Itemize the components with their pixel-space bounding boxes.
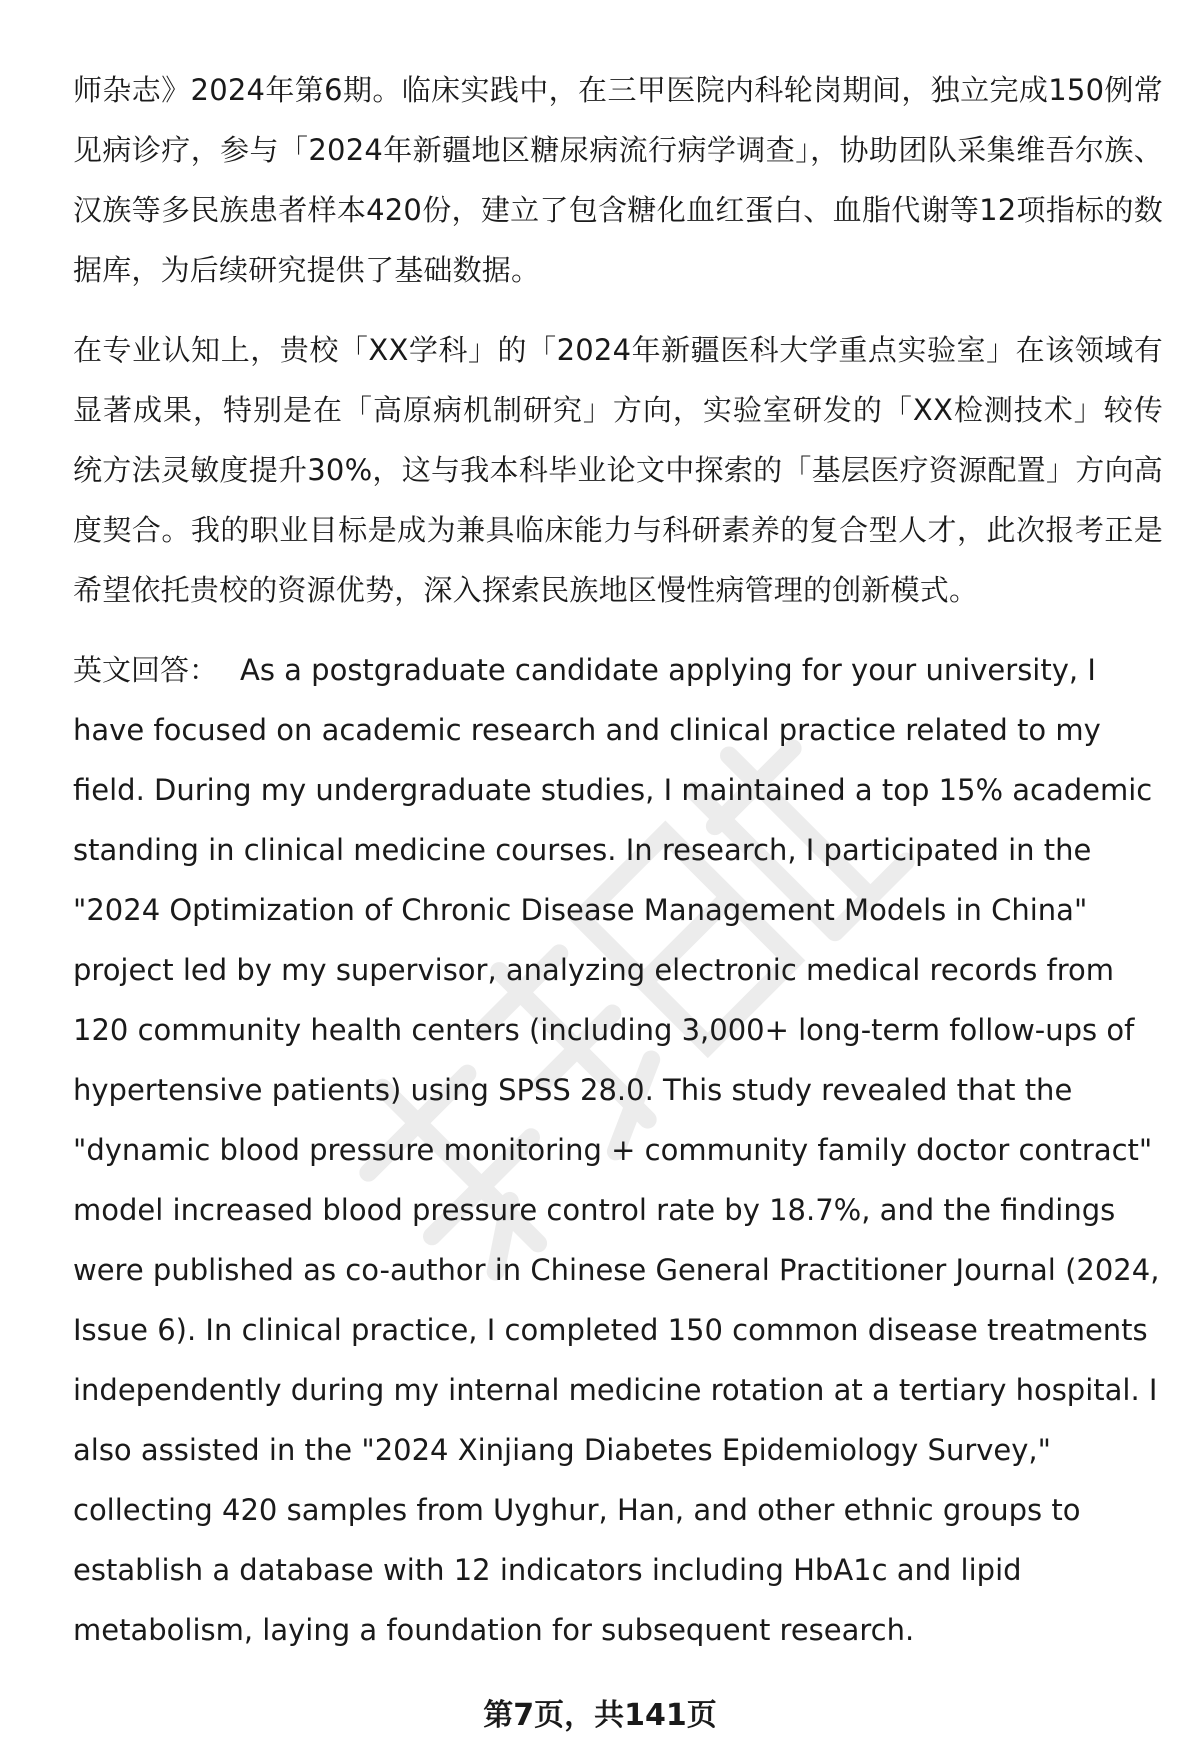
english-answer-label: 英文回答： bbox=[73, 653, 219, 687]
paragraph-professional-cognition: 在专业认知上，贵校「XX学科」的「2024年新疆医科大学重点实验室」在该领域有显著成果，特别是在「高原病机制研究」方向，实验室研发的「XX检测技术」较传统方法灵敏度提升30%，这与我本科毕业论文中探索的「基层医疗资源配置」方向高度契合。我的职业目标是成为兼具临床能力与科研素养的复合型人才，此次报考正是希望依托贵校的资源优势，深入探索民族地区慢性病管理的创新模式。 bbox=[73, 333, 1163, 607]
main-content bbox=[73, 60, 1163, 1660]
page-number: 第7页，共141页 bbox=[483, 1698, 717, 1733]
paragraph-english-answer bbox=[73, 640, 1163, 1660]
paragraph-continuation: 师杂志》2024年第6期。临床实践中，在三甲医院内科轮岗期间，独立完成150例常见病诊疗，参与「2024年新疆地区糖尿病流行病学调查」，协助团队采集维吾尔族、汉族等多民族患者样本420份，建立了包含糖化血红蛋白、血脂代谢等12项指标的数据库，为后续研究提供了基础数据。 bbox=[73, 73, 1163, 287]
english-answer-text: As a postgraduate candidate applying for your university, I have focused on academic research and clinical practice related to my field. During my undergraduate studies, I maintained a top 15% academic standing in clinical medicine courses. In research, I participated in the "2024 Optimization of Chronic Disease Management Models in China" project led by my supervisor, analyzing electronic medical records from 120 community health centers (including 3,000+ long-term follow-ups of hypertensive patients) using SPSS 28.0. This study revealed that the "dynamic blood pressure monitoring + community family doctor contract" model increased blood pressure control rate by 18.7%, and the findings were published as co-author in Chinese General Practitioner Journal (2024, Issue 6). In clinical practice, I completed 150 common disease treatments independently during my internal medicine rotation at a tertiary hospital. I also assisted in the "2024 Xinjiang Diabetes Epidemiology Survey," collecting 420 samples from Uyghur, Han, and other ethnic groups to establish a database with 12 indicators including HbA1c and lipid metabolism, laying a foundation for subsequent research. bbox=[73, 653, 1160, 1647]
